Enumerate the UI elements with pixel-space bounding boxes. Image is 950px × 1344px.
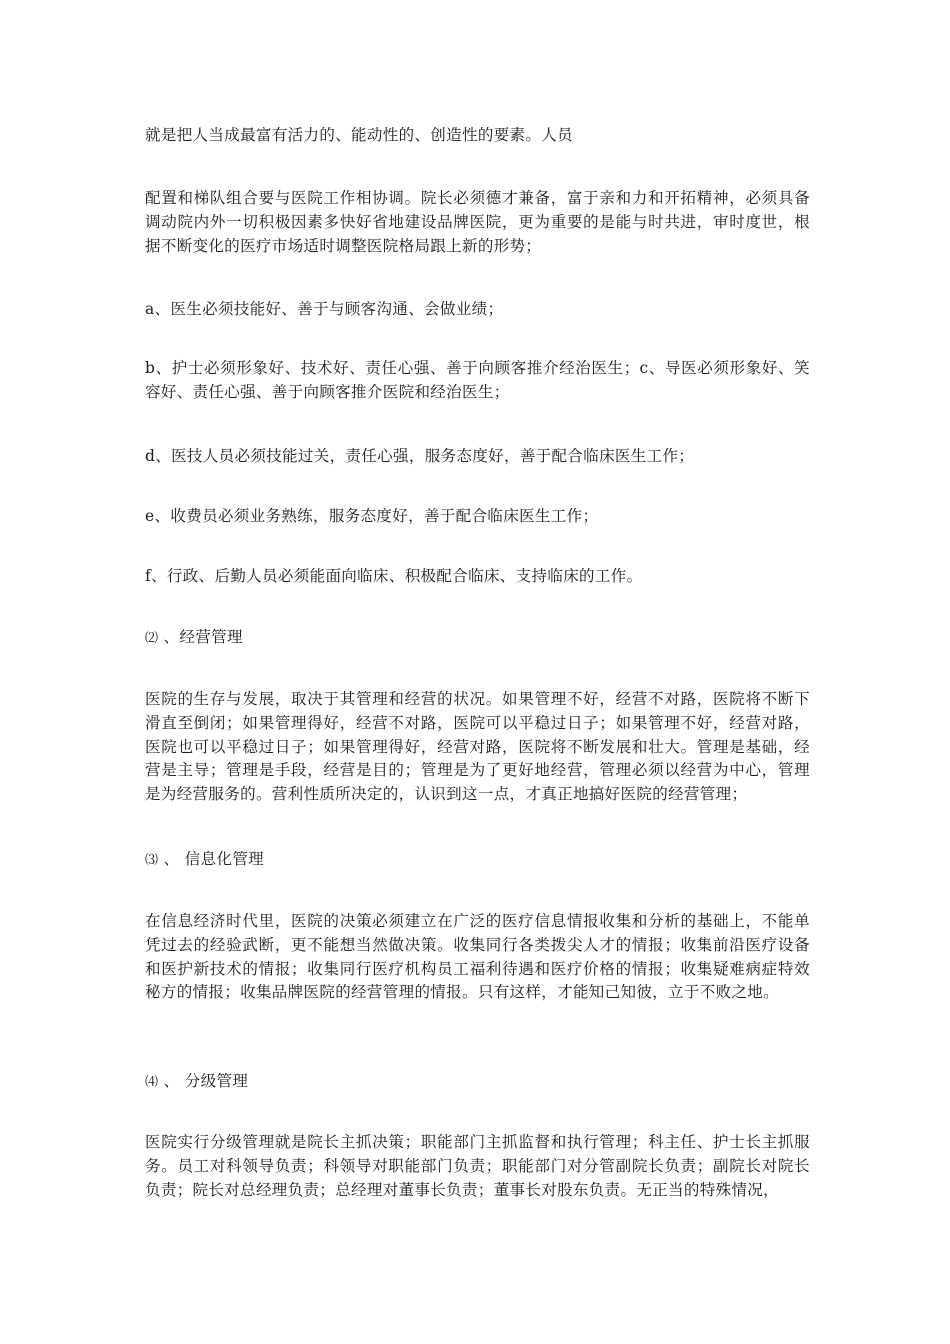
heading-number: ⑶ [145, 853, 159, 868]
paragraph-business: 医院的生存与发展，取决于其管理和经营的状况。如果管理不好，经营不对路，医院将不断下滑直至倒闭；如果管理得好，经营不对路，医院可以平稳过日子；如果管理不好，经营对路，医院也可以平稳过日子；如果管理得好，经营对路，医院将不断发展和壮大。管理是基础，经营是主导；管理是手段，经营是目的；管理是为了更好地经营，管理必须以经营为中心，管理是为经营服务的。营利性质所决定的，认识到这一点，才真正地搞好医院的经营管理； [145, 690, 810, 804]
paragraph-cashier: e、收费员必须业务熟练，服务态度好，善于配合临床医生工作； [145, 507, 599, 525]
paragraph-information: 在信息经济时代里，医院的决策必须建立在广泛的医疗信息情报收集和分析的基础上，不能单凭过去的经验武断，更不能想当然做决策。收集同行各类拨尖人才的情报；收集前沿医疗设备和医护新技术的情报；收集同行医疗机构员工福利待遇和医疗价格的情报；收集疑难病症特效秘方的情报；收集品牌医院的经营管理的情报。只有这样，才能知己知彼，立于不败之地。 [145, 912, 810, 1002]
paragraph-nurse-guide: b、护士必须形象好、技术好、责任心强、善于向顾客推介经治医生；c、导医必须形象好、笑容好、责任心强、善于向顾客推介医院和经治医生； [145, 359, 810, 401]
paragraph-staffing: 配置和梯队组合要与医院工作相协调。院长必须德才兼备，富于亲和力和开拓精神，必须具备调动院内外一切积极因素多快好省地建设品牌医院，更为重要的是能与时共进，审时度世，根据不断变化的医疗市场适时调整医院格局跟上新的形势； [145, 189, 810, 255]
paragraph-tiered: 医院实行分级管理就是院长主抓决策；职能部门主抓监督和执行管理；科主任、护士长主抓服务。员工对科领导负责；科领导对职能部门负责；职能部门对分管副院长负责；副院长对院长负责；院长对总经理负责；总经理对董事长负责；董事长对股东负责。无正当的特殊情况， [145, 1133, 810, 1199]
paragraph-medtech: d、医技人员必须技能过关，责任心强，服务态度好，善于配合临床医生工作； [145, 447, 695, 465]
heading-tiered-management [145, 1070, 248, 1095]
heading-number: ⑵ [145, 631, 159, 646]
paragraph-admin: f、行政、后勤人员必须能面向临床、积极配合临床、支持临床的工作。 [145, 567, 643, 585]
paragraph-doctor: a、医生必须技能好、善于与顾客沟通、会做业绩； [145, 300, 504, 318]
heading-number: ⑷ [145, 1075, 159, 1090]
document-page [145, 0, 810, 1344]
heading-text: 、 信息化管理 [158, 850, 265, 868]
heading-text: 、经营管理 [158, 628, 243, 646]
heading-information-management [145, 848, 264, 873]
heading-business-management [145, 626, 243, 651]
paragraph-personnel-intro: 就是把人当成最富有活力的、能动性的、创造性的要素。人员 [145, 126, 573, 144]
heading-text: 、 分级管理 [158, 1072, 249, 1090]
